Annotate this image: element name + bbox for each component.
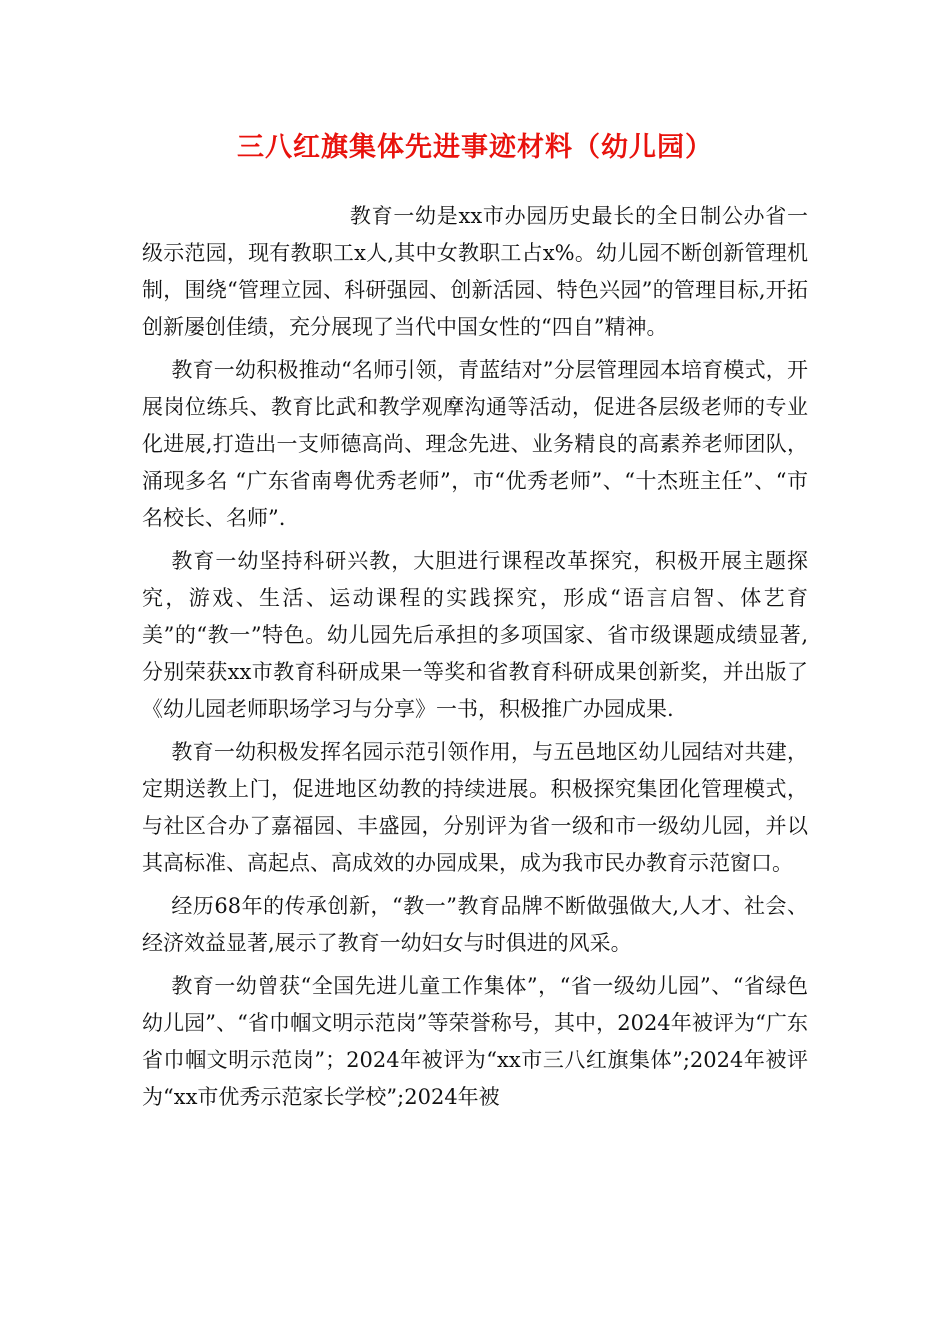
document-title: 三八红旗集体先进事迹材料（幼儿园） (237, 132, 713, 163)
paragraph-honors: 教育一幼曾获“全国先进儿童工作集体”，“省一级幼儿园”、“省绿色幼儿园”、“省巾帼文明示范岗”等荣誉称号，其中，2024年被评为“广东省巾帼文明示范岗”；2024年被评为“xx市三八红旗集体”;2024年被评为“xx市优秀示范家长学校”;2024年被 (142, 974, 808, 1109)
paragraph-teachers: 教育一幼积极推动“名师引领，青蓝结对”分层管理园本培育模式，开展岗位练兵、教育比武和教学观摩沟通等活动，促进各层级老师的专业化进展,打造出一支师德高尚、理念先进、业务精良的高素养老师团队，涌现多名 “广东省南粤优秀老师”，市“优秀老师”、“十杰班主任”、“市名校长、名师”. (142, 358, 808, 530)
document-body (142, 198, 808, 1122)
paragraph-intro: 教育一幼是xx市办园历史最长的全日制公办省一级示范园，现有教职工x人,其中女教职工占x%。幼儿园不断创新管理机制，围绕“管理立园、科研强园、创新活园、特色兴园”的管理目标,开拓创新屡创佳绩，充分展现了当代中国女性的“四自”精神。 (142, 204, 808, 339)
paragraph-research: 教育一幼坚持科研兴教，大胆进行课程改革探究，积极开展主题探究，游戏、生活、运动课程的实践探究，形成“语言启智、体艺育美”的“教一”特色。幼儿园先后承担的多项国家、省市级课题成绩显著,分别荣获xx市教育科研成果一等奖和省教育科研成果创新奖，并出版了《幼儿园老师职场学习与分享》一书，积极推广办园成果. (142, 549, 808, 721)
paragraph-demonstration: 教育一幼积极发挥名园示范引领作用，与五邑地区幼儿园结对共建，定期送教上门，促进地区幼教的持续进展。积极探究集团化管理模式，与社区合办了嘉福园、丰盛园，分别评为省一级和市一级幼儿园，并以其高标准、高起点、高成效的办园成果，成为我市民办教育示范窗口。 (142, 740, 808, 875)
paragraph-history: 经历68年的传承创新，“教一”教育品牌不断做强做大,人才、社会、经济效益显著,展示了教育一幼妇女与时俱进的风采。 (142, 894, 808, 955)
